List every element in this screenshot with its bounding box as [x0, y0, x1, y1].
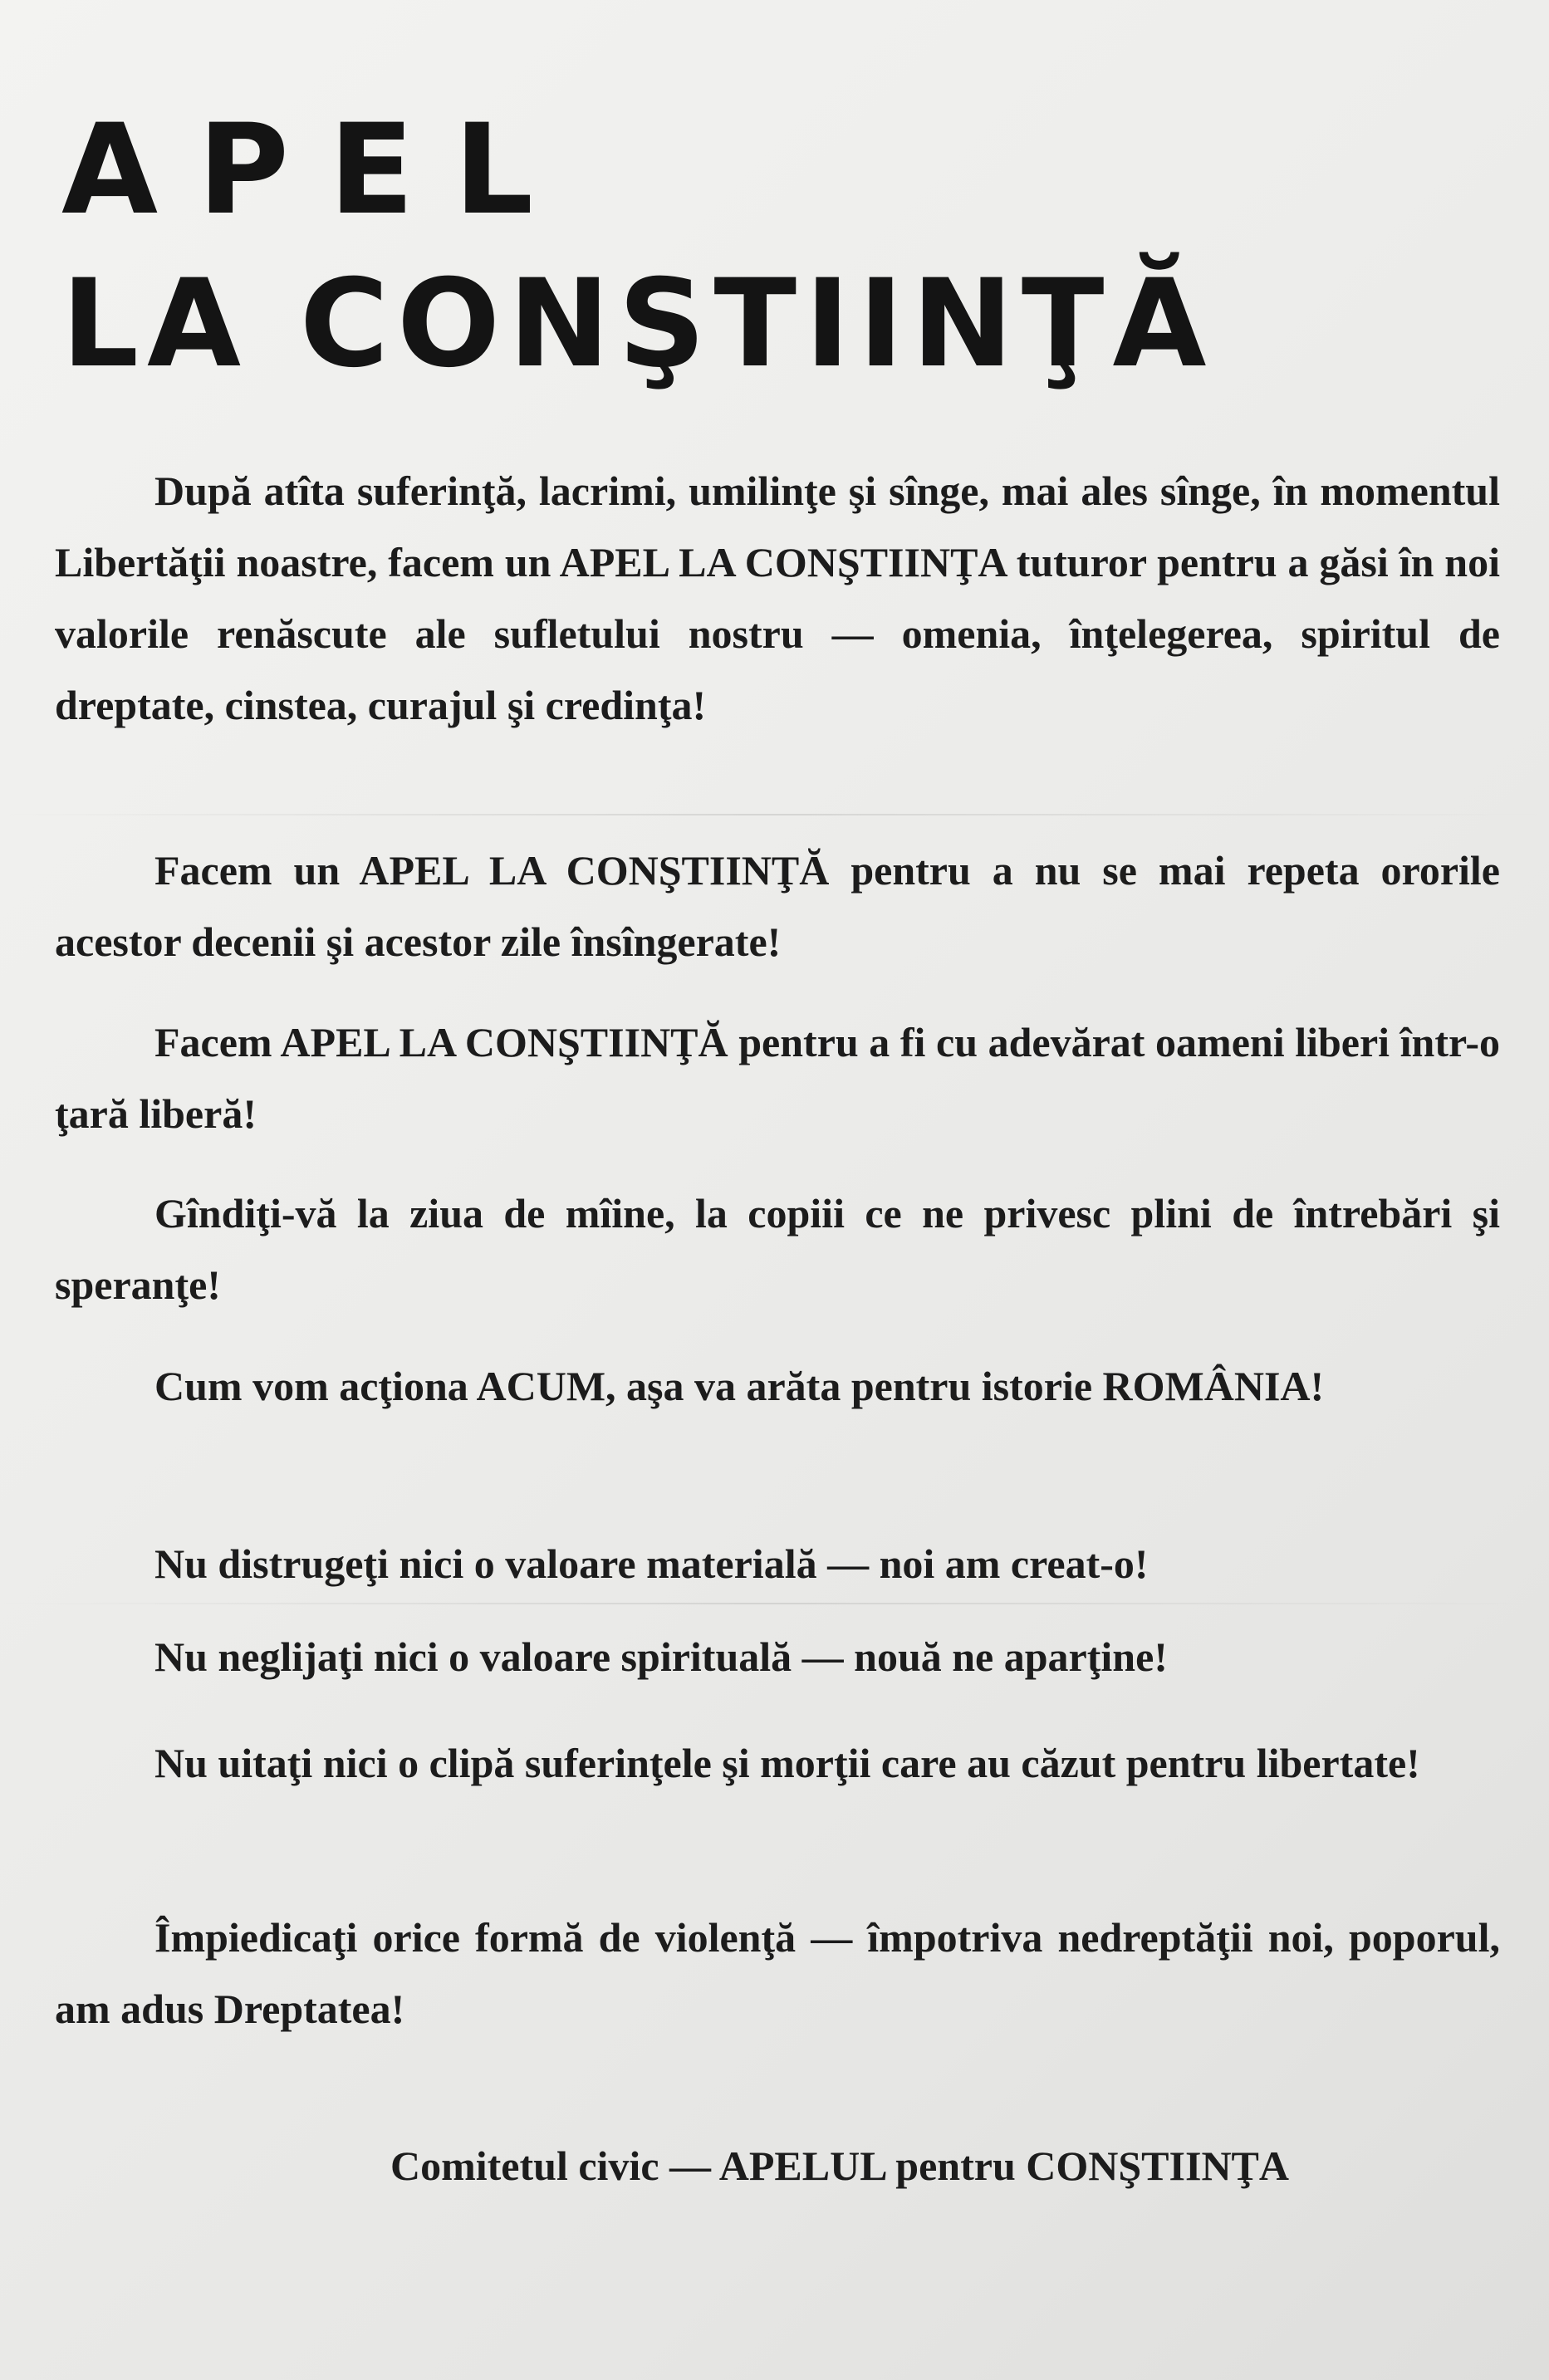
signature: Comitetul civic — APELUL pentru CONŞTIINŢA: [390, 2142, 1290, 2189]
paragraph-5: Cum vom acţiona ACUM, aşa va arăta pentru istorie ROMÂNIA!: [154, 1363, 1325, 1409]
paper-fold-line: [0, 1603, 1549, 1604]
paragraph-4: Gîndiţi-vă la ziua de mîine, la copiii ce ne privesc plini de întrebări şi speranţe!: [55, 1190, 1500, 1308]
paragraph-2: Facem un APEL LA CONŞTIINŢĂ pentru a nu se mai repeta ororile acestor decenii şi acestor zile însîngerate!: [55, 847, 1500, 965]
paragraph-9: Împiedicaţi orice formă de violenţă — împotriva nedreptăţii noi, poporul, am adus Dreptatea!: [55, 1914, 1500, 2032]
paper-fold-line: [0, 814, 1549, 815]
paragraph-6: Nu distrugeţi nici o valoare materială — noi am creat-o!: [154, 1540, 1149, 1587]
paragraph-7: Nu neglijaţi nici o valoare spirituală — nouă ne aparţine!: [154, 1633, 1168, 1680]
paragraph-3: Facem APEL LA CONŞTIINŢĂ pentru a fi cu adevărat oameni liberi într-o ţară liberă!: [55, 1019, 1500, 1137]
title-line-1: APEL: [61, 98, 574, 242]
paragraph-1: După atîta suferinţă, lacrimi, umilinţe şi sînge, mai ales sînge, în momentul Libertăţii noastre, facem un APEL LA CONŞTIINŢA tuturor pentru a găsi în noi valorile renăscute ale sufletului nostru — omenia, înţelegerea, spiritul de dreptate, cinstea, curajul şi credinţa!: [55, 468, 1500, 728]
paragraph-8: Nu uitaţi nici o clipă suferinţele şi morţii care au căzut pentru libertate!: [154, 1740, 1420, 1786]
title-line-2: LA CONŞTIINŢĂ: [61, 253, 1215, 394]
